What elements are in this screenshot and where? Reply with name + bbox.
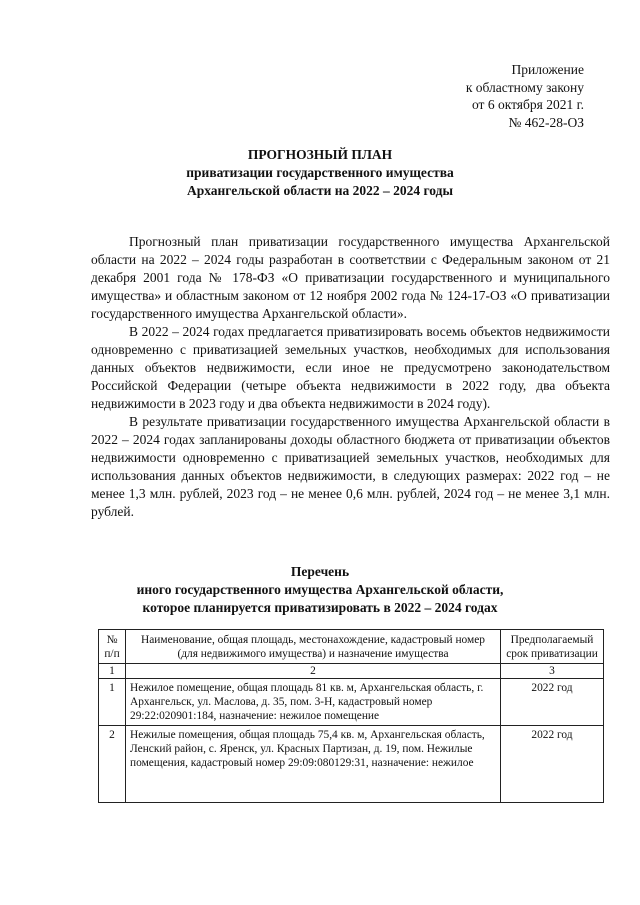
header-term: Предполагаемый срок приватизации — [501, 630, 604, 664]
header-num: № п/п — [99, 630, 126, 664]
document-title — [0, 146, 640, 200]
body-text — [91, 233, 610, 521]
paragraph: Прогнозный план приватизации государственного имущества Архангельской области на 2022 – 2024 годы разработан в соответствии с Федеральным законом от 21 декабря 2001 года № 178-ФЗ «О приватизации государственного и муниципального имущества» и областным законом от 12 ноября 2002 года № 124-17-ОЗ «О приватизации государственного имущества Архангельской области». — [91, 234, 610, 321]
table-row — [99, 679, 604, 726]
list-title-line: иного государственного имущества Архангельской области, — [136, 582, 504, 597]
column-number: 1 — [99, 664, 126, 679]
title-line: приватизации государственного имущества — [186, 165, 454, 180]
paragraph: В 2022 – 2024 годах предлагается приватизировать восемь объектов недвижимости одновременно с приватизацией земельных участков, необходимых для использования данных объектов недвижимости, если иное не предусмотрено законодательством Российской Федерации (четыре объекта недвижимости в 2022 году, два объекта недвижимости в 2023 году и два объекта недвижимости в 2024 году). — [91, 324, 610, 411]
appendix-line: от 6 октября 2021 г. — [471, 97, 584, 112]
row-num: 1 — [99, 679, 126, 726]
row-name: Нежилые помещения, общая площадь 75,4 кв. м, Архангельская область, Ленский район, с. Яренск, ул. Красных Партизан, д. 19, пом. Нежилые помещения, кадастровый номер 29:09:080129:31, назначение: нежилое — [126, 726, 501, 803]
paragraph: В результате приватизации государственного имущества Архангельской области в 2022 – 2024 годах запланированы доходы областного бюджета от приватизации объектов недвижимости одновременно с приватизацией земельных участков, необходимых для использования данных объектов недвижимости, в следующих размерах: 2022 год – не менее 1,3 млн. рублей, 2023 год – не менее 0,6 млн. рублей, 2024 год – не менее 3,1 млн. рублей. — [91, 414, 610, 519]
title-line: ПРОГНОЗНЫЙ ПЛАН — [247, 147, 393, 162]
column-number: 2 — [126, 664, 501, 679]
table-column-numbers — [99, 664, 604, 679]
list-title — [0, 563, 640, 617]
appendix-line: Приложение — [511, 62, 584, 77]
list-title-line: Перечень — [290, 564, 350, 579]
header-name: Наименование, общая площадь, местонахождение, кадастровый номер (для недвижимого имущества) и назначение имущества — [126, 630, 501, 664]
row-term: 2022 год — [501, 679, 604, 726]
table-row — [99, 726, 604, 803]
column-number: 3 — [501, 664, 604, 679]
appendix-block — [466, 61, 584, 131]
row-name: Нежилое помещение, общая площадь 81 кв. м, Архангельская область, г. Архангельск, ул. Маслова, д. 35, пом. 3-Н, кадастровый номер 29:22:020901:184, назначение: нежилое помещение — [126, 679, 501, 726]
list-title-line: которое планируется приватизировать в 2022 – 2024 годах — [142, 600, 498, 615]
row-term: 2022 год — [501, 726, 604, 803]
property-table — [98, 629, 604, 803]
appendix-line: к областному закону — [465, 79, 584, 95]
appendix-line: № 462-28-ОЗ — [508, 114, 584, 130]
row-num: 2 — [99, 726, 126, 803]
table-header-row — [99, 630, 604, 664]
title-line: Архангельской области на 2022 – 2024 годы — [186, 183, 454, 198]
